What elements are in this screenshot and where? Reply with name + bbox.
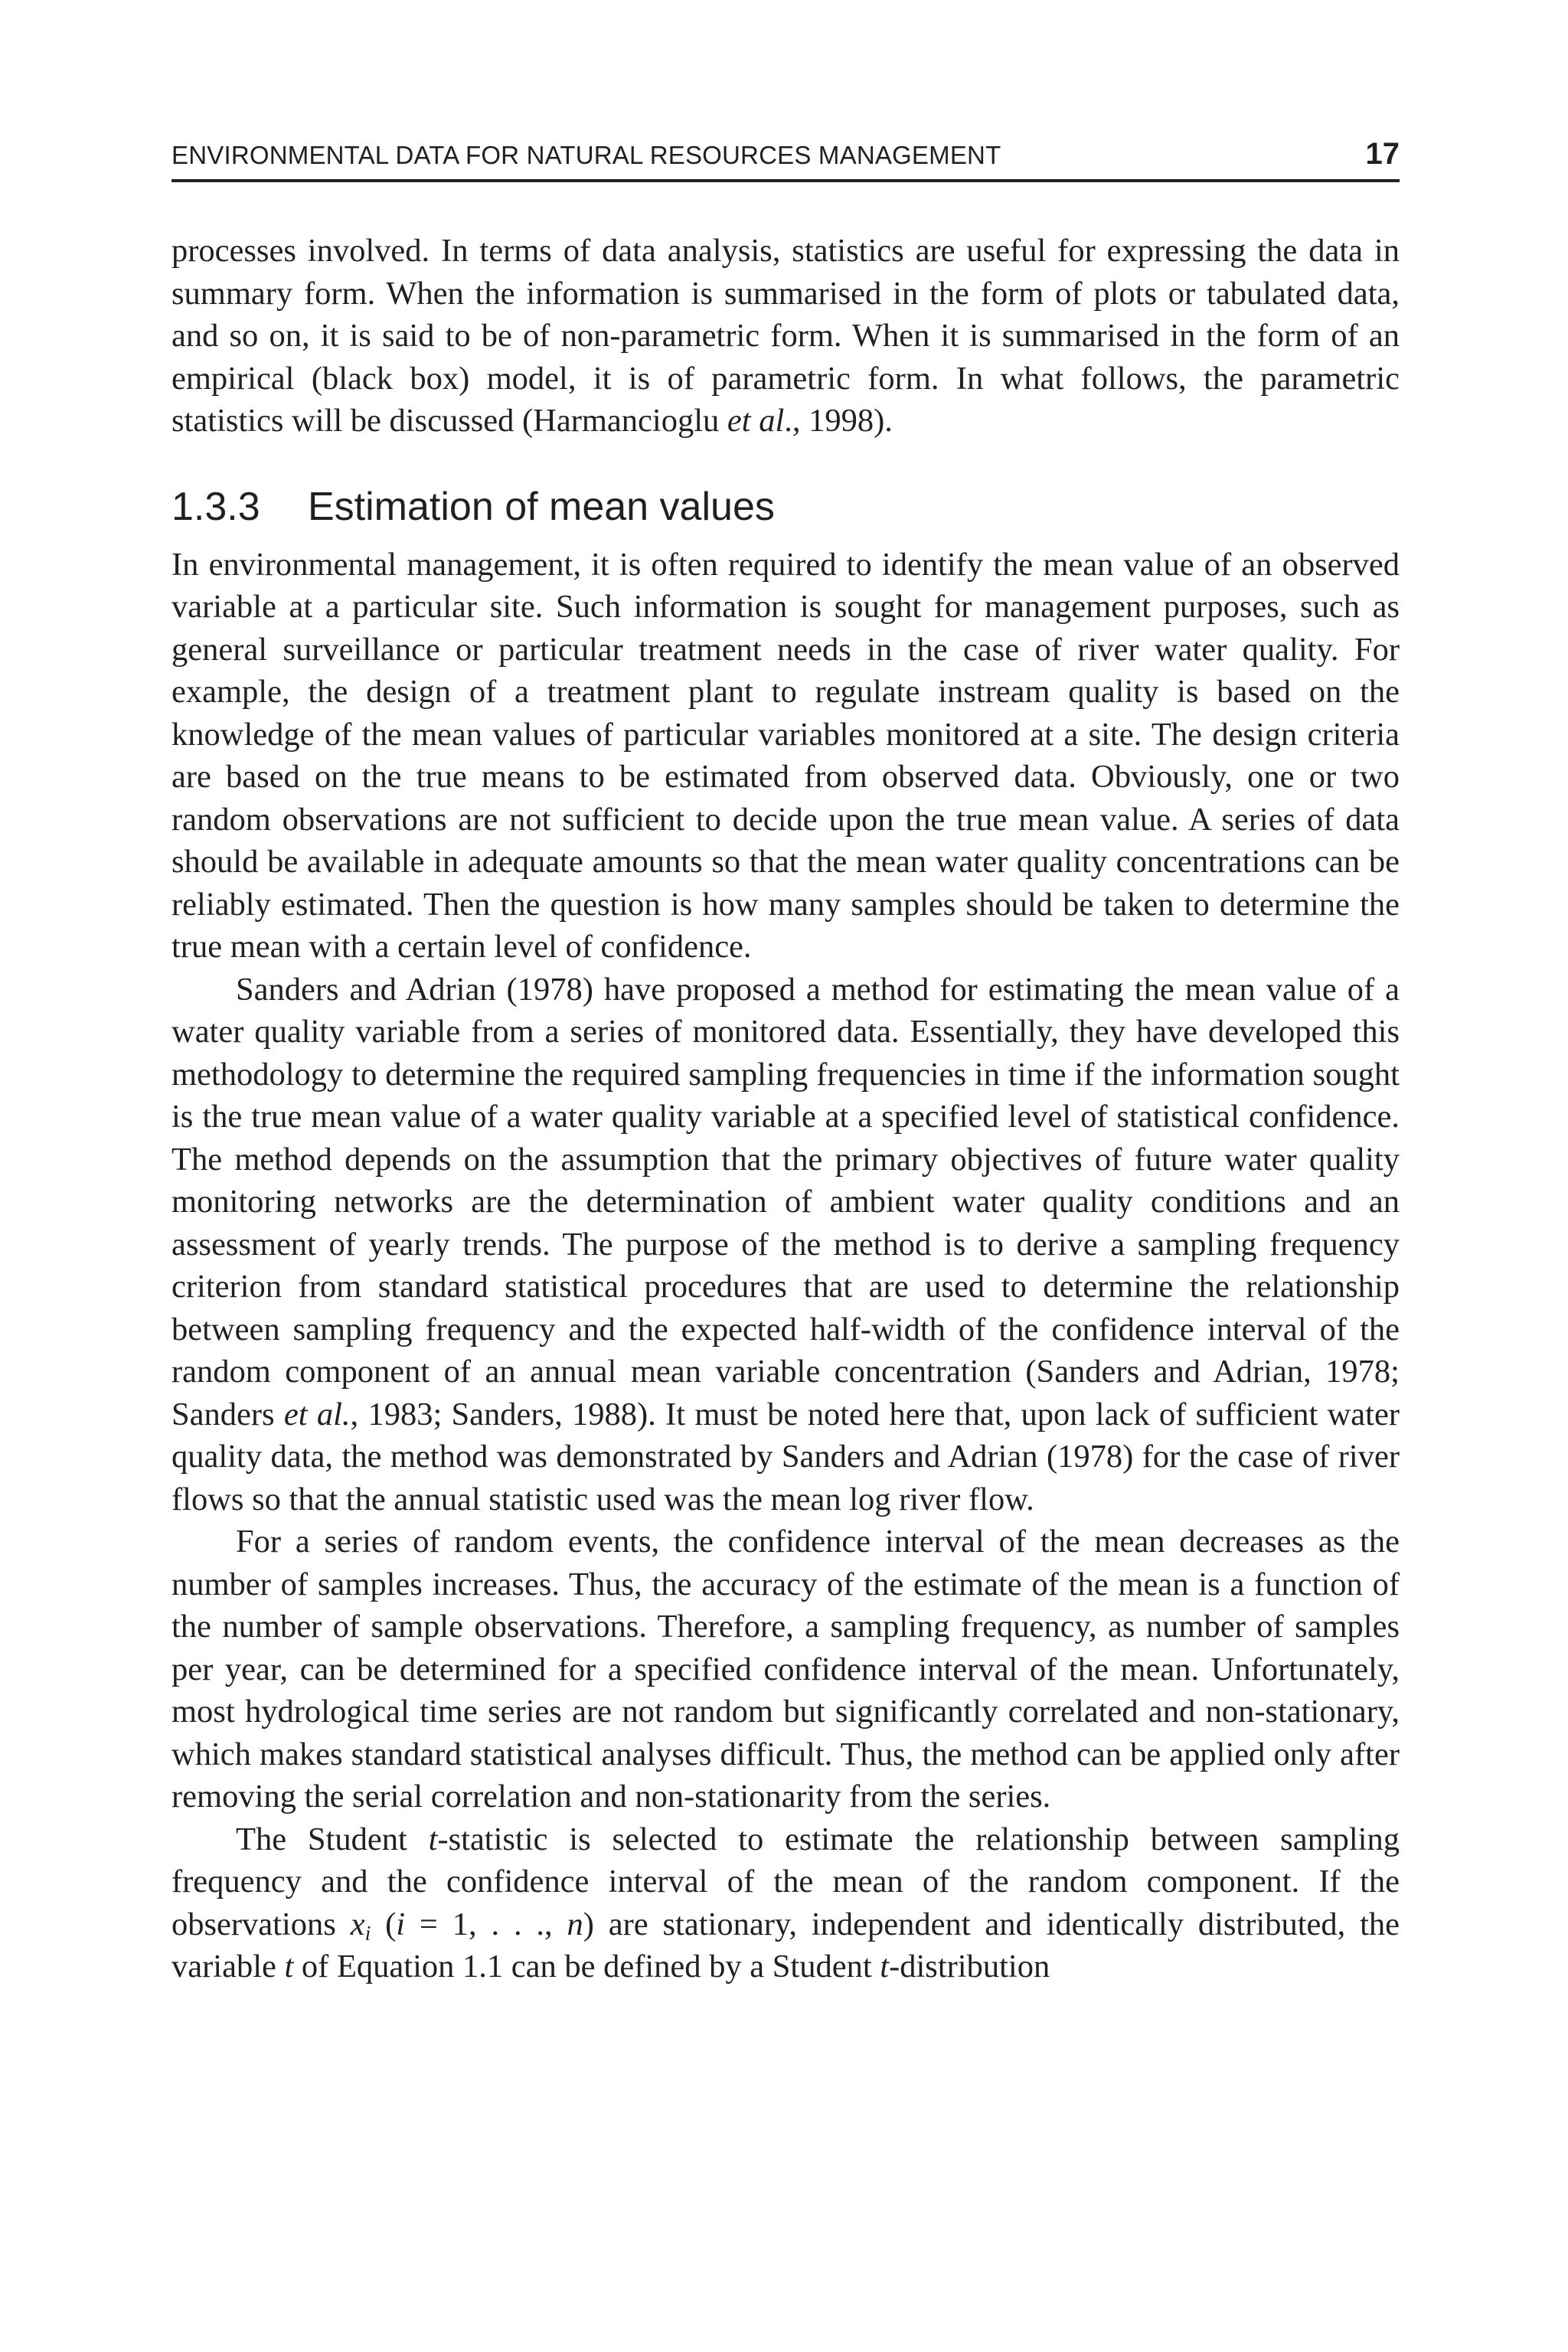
text-run: The Student (236, 1821, 429, 1857)
math-i: i (396, 1906, 406, 1942)
body-text (172, 230, 1400, 1988)
citation-et-al: et al (727, 403, 785, 439)
section-title: Estimation of mean values (308, 484, 775, 529)
paragraph-continuation (172, 230, 1400, 443)
math-t: t (428, 1821, 438, 1857)
math-t: t (880, 1949, 890, 1984)
section-heading (172, 482, 1400, 531)
math-n: n (567, 1906, 583, 1942)
citation-et-al: et al. (283, 1396, 351, 1432)
running-header (172, 137, 1400, 182)
paragraph-student-t (172, 1818, 1400, 1988)
text-run: of Equation 1.1 can be defined by a Student (293, 1949, 880, 1984)
paragraph-random-events: For a series of random events, the confidence interval of the mean decreases as the number of samples increases. Thus, the accuracy of the estimate of the mean is a function of the number of sample observations. Therefore, a sampling frequency, as number of samples per year, can be determined for a specified confidence interval of the mean. Unfortunately, most hydrological time series are not random but significantly correlated and non-stationary, which makes standard statistical analyses difficult. Thus, the method can be applied only after removing the serial correlation and non-stationarity from the series. (172, 1524, 1400, 1815)
math-subscript-i: i (364, 1920, 371, 1945)
citation-year: ., 1998). (784, 403, 893, 439)
running-title: ENVIRONMENTAL DATA FOR NATURAL RESOURCES MANAGEMENT (172, 141, 1001, 169)
math-t: t (284, 1949, 294, 1984)
text-run: -distribution (889, 1949, 1050, 1984)
paragraph-sanders-adrian (172, 969, 1400, 1521)
page-number: 17 (1365, 137, 1400, 171)
section-number: 1.3.3 (172, 484, 260, 529)
text-run: = 1, . . ., (405, 1906, 567, 1942)
paragraph-text: Sanders and Adrian (1978) have proposed a method for estimating the mean value of a water quality variable from a series of monitored data. Essentially, they have developed this methodology to determine the required sampling frequencies in time if the information sought is the true mean value of a water quality variable at a specified level of statistical confidence. The method depends on the assumption that the primary objectives of future water quality monitoring networks are the determination of ambient water quality conditions and an assessment of yearly trends. The purpose of the method is to derive a sampling frequency criterion from standard statistical procedures that are used to determine the relationship between sampling frequency and the expected half-width of the confidence interval of the random component of an annual mean variable concentration (Sanders and Adrian, 1978; Sanders (172, 971, 1400, 1432)
text-run: -statistic is selected to estimate the relationship between sampling frequency and the confidence interval of the mean of the random component. If the observations (172, 1821, 1400, 1942)
text-run: ) are stationary, independent and identically distributed, the variable (172, 1906, 1400, 1984)
paragraph-text-tail: , 1983; Sanders, 1988). It must be noted here that, upon lack of sufficient water quality data, the method was demonstrated by Sanders and Adrian (1978) for the case of river flows so that the annual statistic used was the mean log river flow. (172, 1396, 1400, 1517)
paragraph-text: processes involved. In terms of data analysis, statistics are useful for expressing the data in summary form. When the information is summarised in the form of plots or tabulated data, and so on, it is said to be of non-parametric form. When it is summarised in the form of an empirical (black box) model, it is of parametric form. In what follows, the parametric statistics will be discussed (Harmancioglu (172, 233, 1400, 439)
paragraph-intro: In environmental management, it is often required to identify the mean value of an observed variable at a particular site. Such information is sought for management purposes, such as general surveillance or particular treatment needs in the case of river water quality. For example, the design of a treatment plant to regulate instream quality is based on the knowledge of the mean values of particular variables monitored at a site. The design criteria are based on the true means to be estimated from observed data. Obviously, one or two random observations are not sufficient to decide upon the true mean value. A series of data should be available in adequate amounts so that the mean water quality concentrations can be reliably estimated. Then the question is how many samples should be taken to determine the true mean with a certain level of confidence. (172, 546, 1400, 965)
text-run: ( (371, 1906, 397, 1942)
math-x: x (350, 1906, 365, 1942)
